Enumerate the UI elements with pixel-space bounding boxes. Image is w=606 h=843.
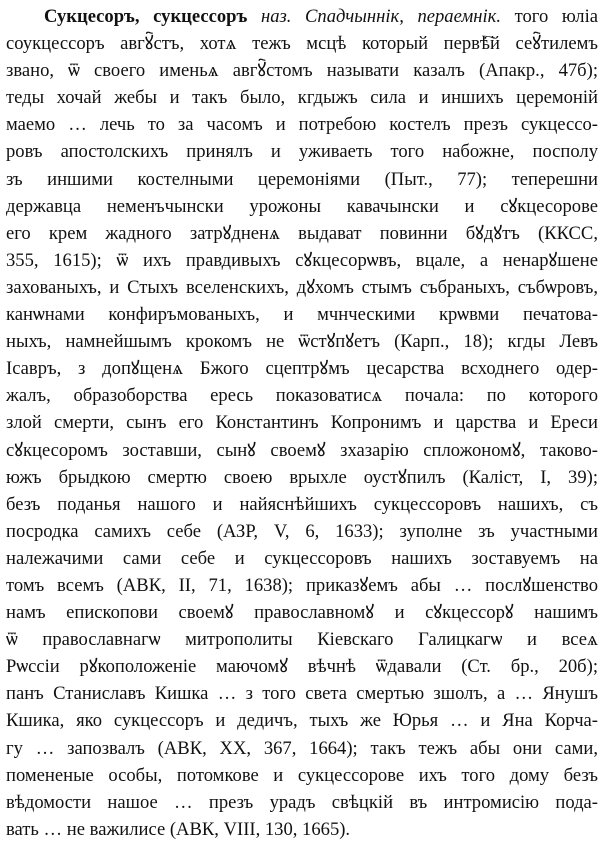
entry-line: злой смерти, сынъ его Константинъ Копронимъ и царства и Ереси: [6, 412, 598, 434]
entry-line: зъ иншими костелными церемоніями (Пыт., 77); теперешни: [6, 168, 598, 190]
entry-line-1: [6, 3, 598, 30]
entry-line: гу … запозвалъ (АВК, XX, 367, 1664); такъ тежъ абы они сами,: [6, 737, 598, 759]
dictionary-entry: [6, 3, 598, 843]
entry-first-line-rest: того юліа: [514, 6, 598, 27]
entry-line: теды хочай жебы и такъ было, кгдыжъ сила и иншихъ церемоній: [6, 87, 598, 109]
entry-line: канѡнами конфиръмованыхъ, и мчнческими крѡвми печатова-: [6, 304, 598, 326]
entry-line: помененые особы, потомкове и сукцессорове ихъ того дому безъ: [6, 764, 598, 786]
entry-line: вѣдомости нашое … презъ урадъ свѣцкій въ интромисію пода-: [6, 791, 598, 813]
entry-line: его крем жадного затрꙋдненѧ выдават повинни бꙋдꙋтъ (ККСС,: [6, 222, 598, 244]
entry-line: сꙋкцесоромъ зоставши, сынꙋ своемꙋ зхазарію спложономꙋ, таково-: [6, 439, 598, 461]
entry-line: соукцессоръ авгꙋ҇стъ, хотѧ тежъ мсцѣ который первѣ҇й сеꙋ҇тилемъ: [6, 33, 598, 55]
entry-headword: Сукцесоръ, сукцессоръ: [44, 6, 248, 27]
entry-line: захованыхъ, и Стыхъ вселенскихъ, дꙋхомъ стымъ събраныхъ, събѡровъ,: [6, 276, 598, 298]
entry-line: належачими сами себе и сукцессоровъ нашихъ зоставуемъ на: [6, 547, 598, 569]
entry-line-last: вать … не важилисе (АВК, VIII, 130, 1665).: [6, 818, 351, 840]
entry-line: Ісавръ, з допꙋщенѧ Бжого сцептрꙋмъ цесарства всходнего одер-: [6, 358, 598, 380]
entry-line: безъ поданья нашого и найяснѣйшихъ сукцессоровъ нашихъ, съ: [6, 493, 598, 515]
entry-line: ѿ православнагѡ митрополиты Кіевскаго Галицкагѡ и всеѧ: [6, 629, 598, 651]
entry-definition: наз. Спадчыннік, пераемнік.: [260, 6, 501, 27]
entry-line: томъ всемъ (АВК, II, 71, 1638); приказꙋемъ абы … послꙋшенство: [6, 574, 598, 596]
entry-line: ровъ апостолскихъ принялъ и уживаеть того набожне, посполу: [6, 141, 598, 163]
entry-line: звано, ѿ своего именьѧ авгꙋ҇стомъ называти казалъ (Апакр., 47б);: [6, 60, 598, 82]
entry-line: посродка самихъ себе (АЗР, V, 6, 1633); зуполне зъ участными: [6, 520, 598, 542]
entry-line: 355, 1615); ѿ ихъ правдивыхъ сꙋкцесорѡвъ, вцале, а ненарꙋшене: [6, 249, 598, 271]
entry-line: маемо … лечь то за часомъ и потребою костелъ презъ сукцессо-: [6, 114, 598, 136]
entry-line: ныхъ, намнейшымъ крокомъ не ѿстꙋпꙋетъ (Карп., 18); кгды Левъ: [6, 331, 598, 353]
entry-line: южъ брыдкою смертю своею врыхле оустꙋпилъ (Каліст, І, 39);: [6, 466, 598, 488]
entry-line: панъ Станиславъ Кишка … з того света смертью зшолъ, а … Янушъ: [6, 683, 598, 705]
entry-line: Кшика, яко сукцессоръ и дедичъ, тыхъ же Юрья … и Яна Корча-: [6, 710, 598, 732]
entry-line: жалъ, образоборства ересь показоватисѧ почала: по которого: [6, 385, 598, 407]
entry-line: державца неменъчынски урожоны кавачынски и сꙋкцесорове: [6, 195, 598, 217]
entry-line: Рѡссіи рꙋкоположеніе маючомꙋ вѣчнѣ ѿдавали (Ст. бр., 20б);: [6, 656, 598, 678]
entry-line: намъ епископови своемꙋ православномꙋ и сꙋкцессорꙋ нашимъ: [6, 602, 598, 624]
